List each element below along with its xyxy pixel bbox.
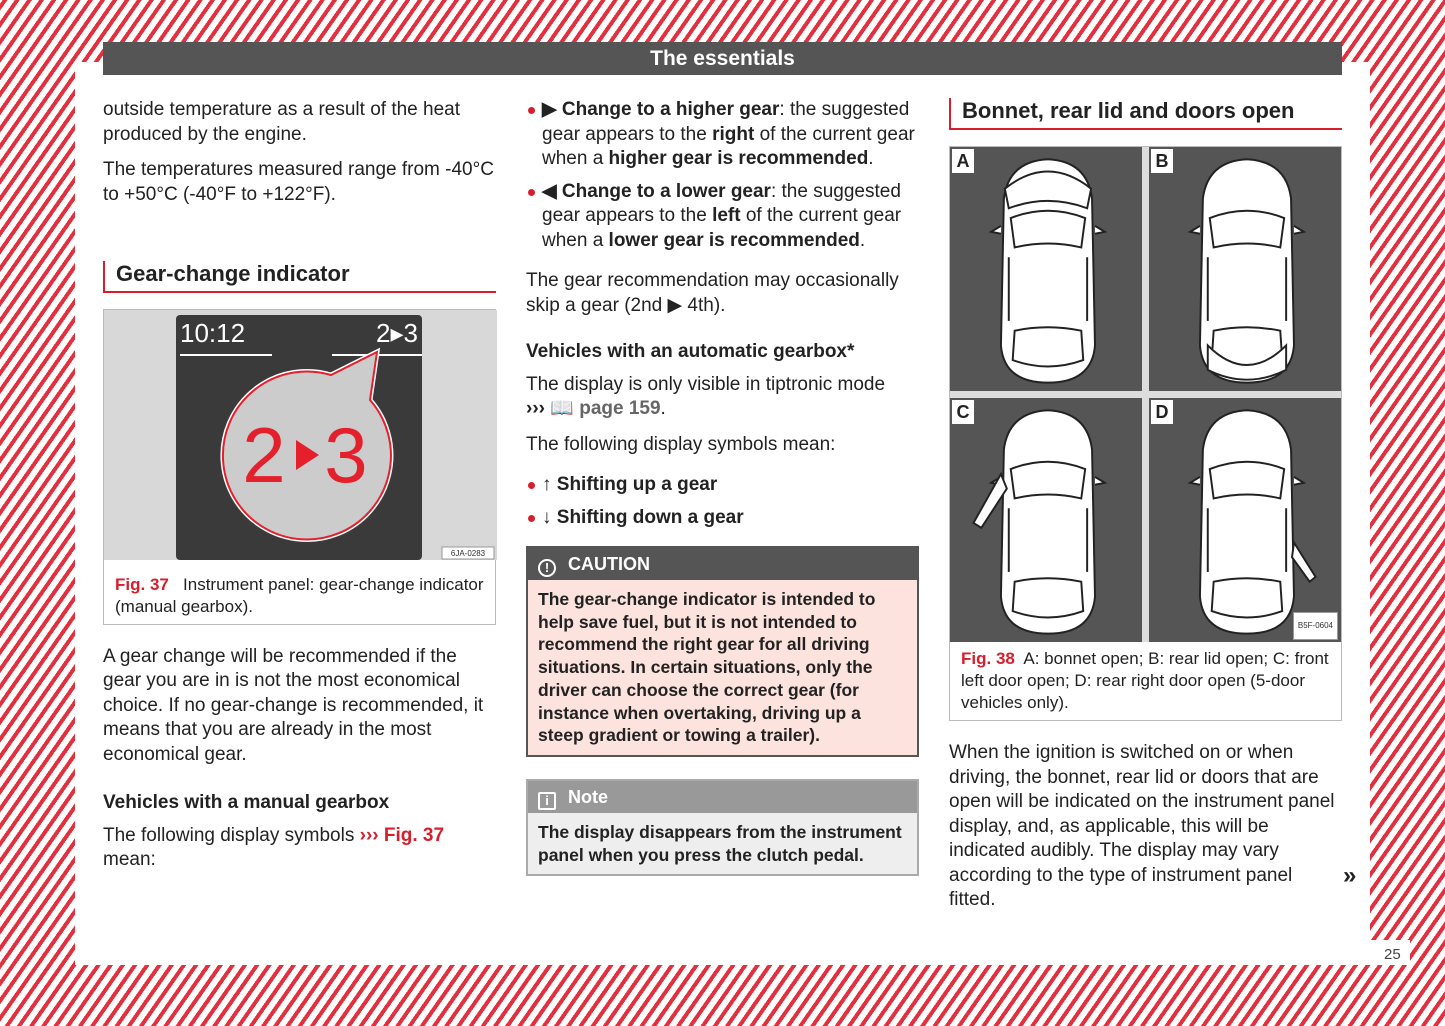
figure-38 xyxy=(949,146,1342,721)
paragraph: When the ignition is switched on or when driving, the bonnet, rear lid or doors that are open will be indicated on the instrument panel display, and, as applicable, this will be indicated audibly. The display may vary according to the type of instrument panel fitted. xyxy=(949,742,1335,910)
car-panel-a xyxy=(950,147,1142,391)
paragraph: outside temperature as a result of the heat produced by the engine. xyxy=(103,99,460,145)
clock-text: 10:12 xyxy=(180,318,246,348)
car-panels xyxy=(950,147,1341,642)
figure-link[interactable]: ››› Fig. 37 xyxy=(359,824,445,846)
panel-letter: A xyxy=(952,149,974,173)
caution-text: The gear-change indicator is intended to help save fuel, but it is not intended to recommend the right gear for all driving situations. In certain situations, only the driver can choose the correct gear (for instance when overtaking, driving up a steep gradient or towing a trailer). xyxy=(528,580,917,755)
figure-code: 6JA-0283 xyxy=(450,549,486,558)
panel-letter: D xyxy=(1151,400,1173,424)
paragraph: The gear recommendation may occasionally skip a gear (2nd ▶ 4th). xyxy=(526,270,899,316)
car-top-view-icon xyxy=(1149,147,1341,391)
panel-letter: C xyxy=(952,400,974,424)
figure-caption xyxy=(104,568,495,624)
small-gear-text: 2▸3 xyxy=(376,318,418,348)
figure-code: B5F-0604 xyxy=(1293,612,1338,641)
figure-37 xyxy=(103,309,496,625)
car-top-view-icon xyxy=(950,147,1142,391)
figure-caption xyxy=(950,642,1341,720)
car-panel-d xyxy=(1149,398,1341,642)
page-number: 25 xyxy=(1370,940,1410,965)
caution-box xyxy=(526,546,919,757)
list-item: ↑ Shifting up a gear xyxy=(526,473,919,498)
figure-label: Fig. 38 xyxy=(961,649,1015,668)
book-search-icon: 📖 xyxy=(550,398,574,419)
info-icon: i xyxy=(538,792,556,810)
paragraph: The display is only visible in tiptronic mode ››› 📖 page 159. xyxy=(526,373,886,419)
section-header: The essentials xyxy=(103,42,1342,75)
subheading: Vehicles with an automatic gearbox* xyxy=(526,341,855,362)
note-text: The display disappears from the instrument panel when you press the clutch pedal. xyxy=(528,813,917,874)
paragraph: The temperatures measured range from -40°C to +50°C (-40°F to +122°F). xyxy=(103,159,494,205)
paragraph: A gear change will be recommended if the gear you are in is not the most economical choice. If no gear-change is recommended, it means that you are already in the most economical gear. xyxy=(103,645,484,765)
continued-arrow: » xyxy=(1343,862,1357,889)
big-from-gear: 2 xyxy=(242,411,286,499)
middle-column xyxy=(526,98,919,898)
list-item: ◀ Change to a lower gear: the suggested gear appears to the left of the current gear when a lower gear is recommended. xyxy=(526,180,919,254)
car-panel-b xyxy=(1149,147,1341,391)
car-top-view-icon xyxy=(1149,398,1341,642)
caution-title: CAUTION xyxy=(568,554,650,574)
caption-text: Instrument panel: gear-change indicator (manual gearbox). xyxy=(115,574,484,616)
section-heading: Gear-change indicator xyxy=(103,261,496,293)
note-title: Note xyxy=(568,786,608,807)
list-item: ↓ Shifting down a gear xyxy=(526,506,919,531)
car-top-view-icon xyxy=(950,398,1142,642)
car-panel-c xyxy=(950,398,1142,642)
section-heading: Bonnet, rear lid and doors open xyxy=(949,98,1342,130)
paragraph: The following display symbols mean: xyxy=(526,433,836,455)
figure-label: Fig. 37 xyxy=(115,574,169,594)
note-box xyxy=(526,779,919,876)
right-column xyxy=(949,98,1342,924)
exclamation-icon: ! xyxy=(538,559,556,577)
gear-indicator-illustration xyxy=(104,310,497,560)
panel-letter: B xyxy=(1151,149,1173,173)
page-link[interactable]: page 159 xyxy=(579,398,661,419)
paragraph: The following display symbols ››› Fig. 37 mean: xyxy=(103,824,445,870)
list-item: ▶ Change to a higher gear: the suggested gear appears to the right of the current gear when a higher gear is recommended. xyxy=(526,98,919,172)
left-column xyxy=(103,98,496,884)
caption-text: A: bonnet open; B: rear lid open; C: front left door open; D: rear right door open (5-door vehicles only). xyxy=(961,649,1329,712)
big-to-gear: 3 xyxy=(324,411,368,499)
subheading: Vehicles with a manual gearbox xyxy=(103,792,390,813)
